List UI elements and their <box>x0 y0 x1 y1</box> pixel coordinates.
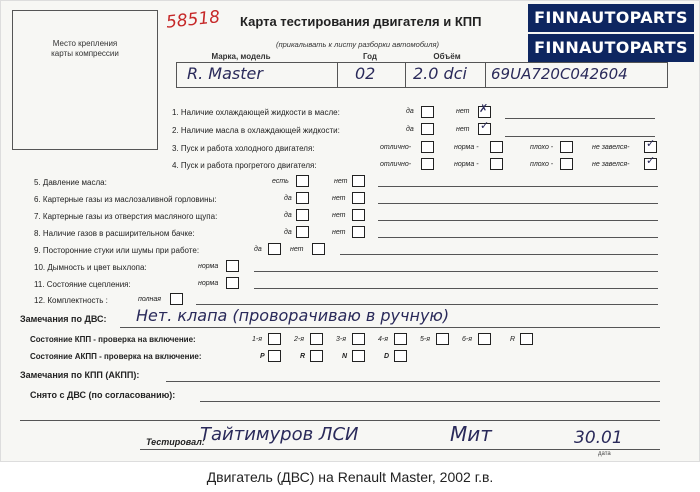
check-7-opt-no: нет <box>332 212 346 219</box>
check-4-normal-checkbox[interactable] <box>490 158 503 170</box>
check-1-label: 1. Наличие охлаждающей жидкости в масле: <box>172 108 340 117</box>
mt-gear-1-label: 1-я <box>252 336 262 343</box>
check-6-note-line <box>378 203 658 204</box>
check-4-label: 4. Пуск и работа прогретого двигателя: <box>172 161 317 170</box>
ice-remarks-line <box>120 327 660 328</box>
gearbox-remarks-label: Замечания по КПП (АКПП): <box>20 370 140 380</box>
compression-card-box <box>12 10 158 150</box>
card-title: Карта тестирования двигателя и КПП <box>240 14 482 29</box>
check-8-no-checkbox[interactable] <box>352 226 365 238</box>
check-1-opt-yes: да <box>406 108 414 115</box>
at-gear-n-label: N <box>342 353 348 360</box>
check-mark-icon: ✓ <box>646 154 656 167</box>
check-6-opt-no: нет <box>332 195 346 202</box>
check-2-opt-no: нет <box>456 126 470 133</box>
check-4-opt-bad: плохо - <box>530 161 554 168</box>
check-2-note-line <box>505 136 655 137</box>
check-5-opt-yes: есть <box>272 178 289 185</box>
mt-gear-6-checkbox[interactable] <box>478 333 491 345</box>
check-mark-icon: ✗ <box>479 102 489 115</box>
check-10-opt-normal: норма <box>198 263 219 270</box>
volume-column-header: Объём <box>433 52 461 61</box>
extra-line <box>20 420 660 421</box>
check-7-no-checkbox[interactable] <box>352 209 365 221</box>
check-5-no-checkbox[interactable] <box>352 175 365 187</box>
tested-label: Тестировал: <box>146 437 205 447</box>
check-3-opt-nostart: не завелся- <box>592 144 630 151</box>
check-11-opt-normal: норма <box>198 280 219 287</box>
check-5-yes-checkbox[interactable] <box>296 175 309 187</box>
check-12-label: 12. Комплектность : <box>34 296 108 305</box>
check-9-no-checkbox[interactable] <box>312 243 325 255</box>
check-3-bad-checkbox[interactable] <box>560 141 573 153</box>
divider <box>337 63 338 87</box>
check-12-note-line <box>196 304 658 305</box>
check-12-opt-full: полная <box>138 296 162 303</box>
check-7-yes-checkbox[interactable] <box>296 209 309 221</box>
vin-value: 69UA720C042604 <box>491 65 628 83</box>
at-check-label: Состояние АКПП - проверка на включение: <box>30 352 202 361</box>
make-column-header: Марка, модель <box>211 52 271 61</box>
check-mark-icon: ✓ <box>646 137 656 150</box>
check-1-note-line <box>505 118 655 119</box>
at-gear-n-checkbox[interactable] <box>352 350 365 362</box>
check-11-label: 11. Состояние сцепления: <box>34 280 131 289</box>
check-4-opt-normal: норма - <box>454 161 479 168</box>
ice-remarks-label: Замечания по ДВС: <box>20 314 107 324</box>
check-7-note-line <box>378 220 658 221</box>
check-3-opt-bad: плохо - <box>530 144 554 151</box>
mt-gear-r-checkbox[interactable] <box>520 333 533 345</box>
tester-signature: Мит <box>450 422 492 446</box>
mt-gear-2-checkbox[interactable] <box>310 333 323 345</box>
at-gear-d-checkbox[interactable] <box>394 350 407 362</box>
check-10-normal-checkbox[interactable] <box>226 260 239 272</box>
compression-box-label: Место крепления карты компрессии <box>51 39 119 58</box>
mt-check-label: Состояние КПП - проверка на включение: <box>30 335 196 344</box>
mt-gear-5-label: 5-я <box>420 336 430 343</box>
check-6-yes-checkbox[interactable] <box>296 192 309 204</box>
test-date: 30.01 <box>574 428 623 448</box>
watermark-logo: FINNAUTOPARTS <box>528 4 694 32</box>
check-3-opt-excellent: отлично- <box>380 144 412 151</box>
tester-name: Тайтимуров ЛСИ <box>200 424 359 445</box>
check-2-yes-checkbox[interactable] <box>421 123 434 135</box>
check-8-yes-checkbox[interactable] <box>296 226 309 238</box>
check-4-opt-nostart: не завелся- <box>592 161 630 168</box>
check-6-label: 6. Картерные газы из маслозаливной горловины: <box>34 195 217 204</box>
divider <box>405 63 406 87</box>
check-1-yes-checkbox[interactable] <box>421 106 434 118</box>
check-9-note-line <box>340 254 658 255</box>
check-8-label: 8. Наличие газов в расширительном бачке: <box>34 229 195 238</box>
check-7-label: 7. Картерные газы из отверстия масляного щупа: <box>34 212 218 221</box>
check-12-full-checkbox[interactable] <box>170 293 183 305</box>
check-10-note-line <box>254 271 658 272</box>
card-number: 58518 <box>165 7 221 33</box>
at-gear-r-label: R <box>300 353 306 360</box>
tested-line <box>140 449 660 450</box>
divider <box>485 63 486 87</box>
check-8-opt-yes: да <box>284 229 292 236</box>
date-caption: дата <box>598 451 611 457</box>
check-3-excellent-checkbox[interactable] <box>421 141 434 153</box>
image-caption: Двигатель (ДВС) на Renault Master, 2002 г.в. <box>206 469 494 485</box>
mt-gear-5-checkbox[interactable] <box>436 333 449 345</box>
mt-gear-3-checkbox[interactable] <box>352 333 365 345</box>
at-gear-r-checkbox[interactable] <box>310 350 323 362</box>
check-6-no-checkbox[interactable] <box>352 192 365 204</box>
watermark-logo: FINNAUTOPARTS <box>528 34 694 62</box>
check-4-excellent-checkbox[interactable] <box>421 158 434 170</box>
volume-value: 2.0 dci <box>413 64 467 83</box>
make-value: R. Master <box>187 64 263 83</box>
mt-gear-2-label: 2-я <box>294 336 304 343</box>
card-subtitle: (прикалывать к листу разборки автомобиля) <box>276 40 439 49</box>
mt-gear-1-checkbox[interactable] <box>268 333 281 345</box>
check-8-opt-no: нет <box>332 229 346 236</box>
mt-gear-4-label: 4-я <box>378 336 388 343</box>
check-10-label: 10. Дымность и цвет выхлопа: <box>34 263 147 272</box>
check-3-opt-normal: норма - <box>454 144 479 151</box>
check-mark-icon: ✓ <box>480 119 490 132</box>
check-9-label: 9. Посторонние стуки или шумы при работе: <box>34 246 200 255</box>
mt-gear-4-checkbox[interactable] <box>394 333 407 345</box>
check-5-note-line <box>378 186 658 187</box>
check-7-opt-yes: да <box>284 212 292 219</box>
check-11-note-line <box>254 288 658 289</box>
gearbox-remarks-line <box>166 381 660 382</box>
check-5-opt-no: нет <box>334 178 348 185</box>
check-2-opt-yes: да <box>406 126 414 133</box>
check-8-note-line <box>378 237 658 238</box>
check-4-bad-checkbox[interactable] <box>560 158 573 170</box>
ice-remarks-value: Нет. клапа (проворачиваю в ручную) <box>136 306 450 325</box>
removed-line <box>200 401 660 402</box>
check-2-label: 2. Наличие масла в охлаждающей жидкости: <box>172 126 340 135</box>
mt-gear-6-label: 6-я <box>462 336 472 343</box>
check-5-label: 5. Давление масла: <box>34 178 107 187</box>
mt-gear-3-label: 3-я <box>336 336 346 343</box>
check-4-opt-excellent: отлично- <box>380 161 412 168</box>
at-gear-p-checkbox[interactable] <box>268 350 281 362</box>
removed-label: Снято с ДВС (по согласованию): <box>30 390 176 400</box>
year-column-header: Год <box>363 52 377 61</box>
check-9-opt-no: нет <box>290 246 304 253</box>
check-11-normal-checkbox[interactable] <box>226 277 239 289</box>
check-1-opt-no: нет <box>456 108 470 115</box>
at-gear-d-label: D <box>384 353 390 360</box>
check-9-opt-yes: да <box>254 246 262 253</box>
check-9-yes-checkbox[interactable] <box>268 243 281 255</box>
check-3-normal-checkbox[interactable] <box>490 141 503 153</box>
at-gear-p-label: P <box>260 353 265 360</box>
check-6-opt-yes: да <box>284 195 292 202</box>
check-3-label: 3. Пуск и работа холодного двигателя: <box>172 144 315 153</box>
vehicle-row <box>176 62 668 88</box>
year-value: 02 <box>355 64 376 83</box>
mt-gear-r-label: R <box>510 336 516 343</box>
